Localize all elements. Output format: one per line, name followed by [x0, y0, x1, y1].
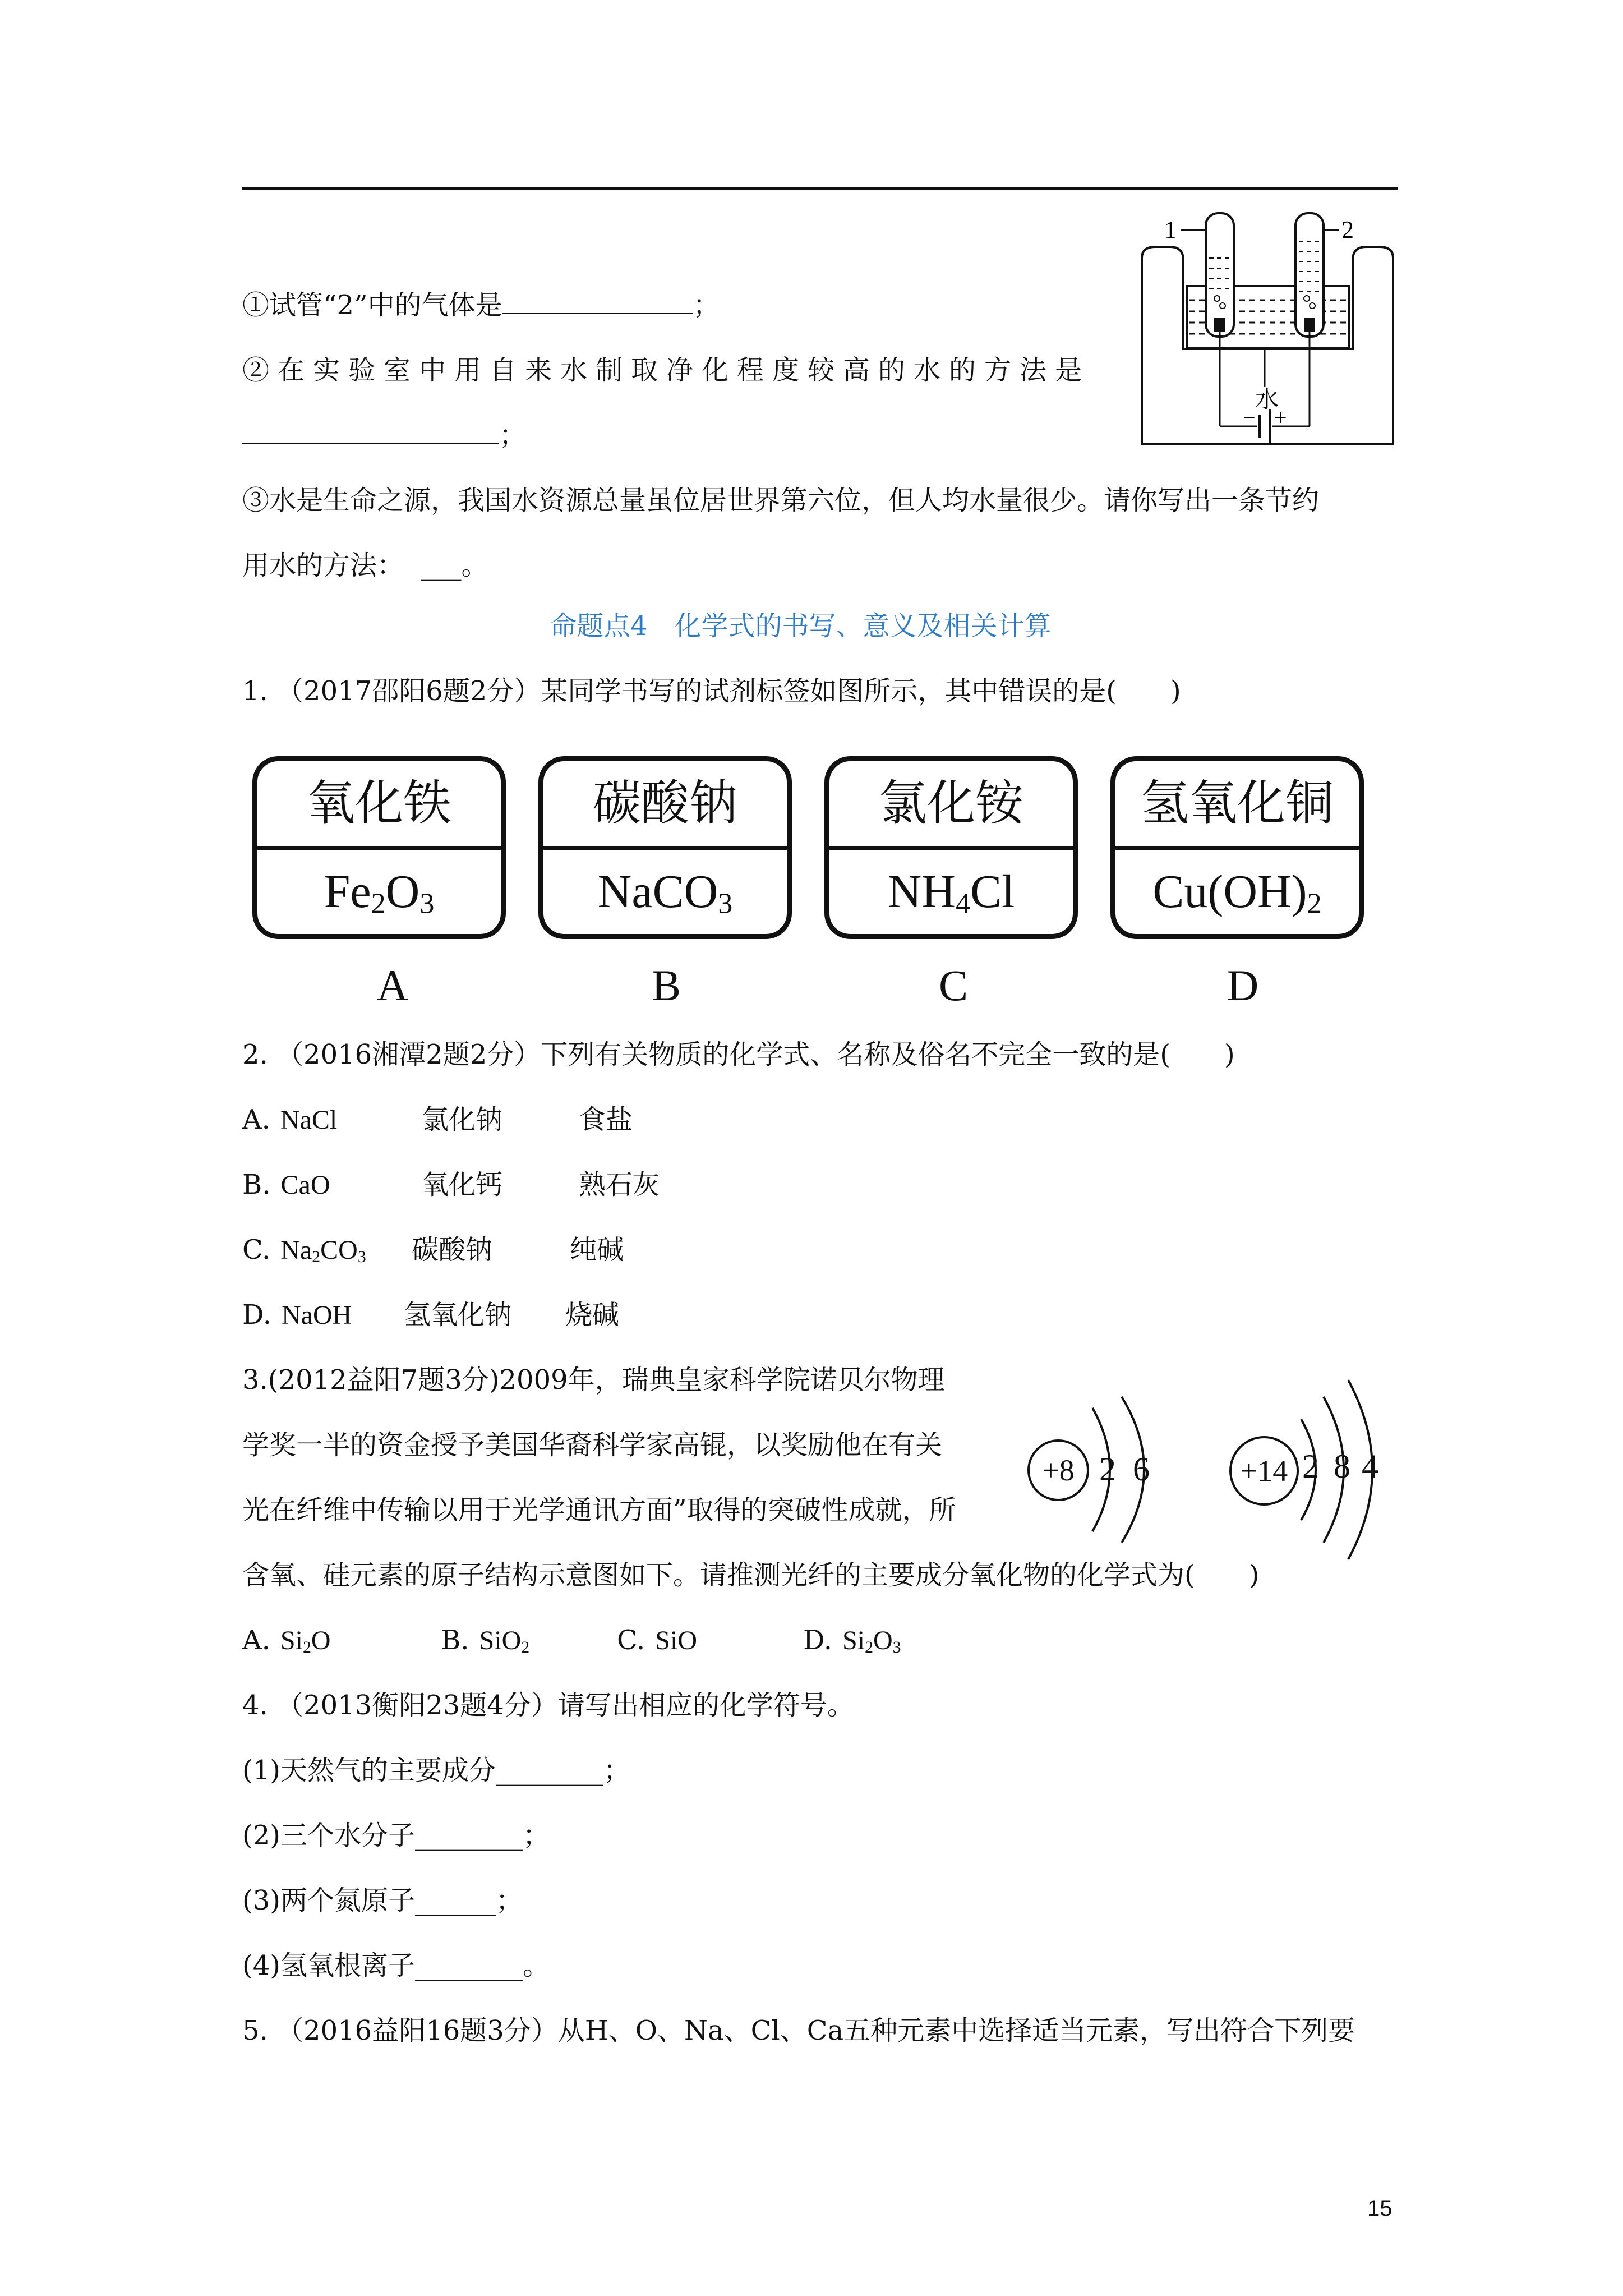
q-prev-line4: ③水是生命之源，我国水资源总量虽位居世界第六位，但人均水量很少。请你写出一条节约 — [242, 485, 1320, 516]
answer-blank[interactable]: ________ — [415, 1950, 523, 1981]
electrolysis-apparatus-diagram — [1133, 202, 1402, 449]
q-prev-line5 — [242, 552, 488, 579]
silicon-shell-2-electrons: 8 — [1334, 1448, 1350, 1485]
q4-item-1: (1)天然气的主要成分________； — [242, 1755, 631, 1786]
q4-item-3: (3)两个氮原子______； — [242, 1885, 523, 1916]
reagent-label-c — [824, 756, 1078, 939]
option-letter-b[interactable]: B — [651, 961, 681, 1010]
q3-option-a[interactable]: A. $Si_2O$ — [242, 1625, 331, 1657]
reagent-name: 氯化铵 — [829, 761, 1073, 850]
q2-option-b-common: 熟石灰 — [579, 1169, 660, 1200]
reagent-label-b — [538, 756, 792, 939]
option-letter-c[interactable]: C — [938, 961, 969, 1010]
reagent-name: 氧化铁 — [257, 761, 501, 850]
answer-blank[interactable] — [242, 443, 499, 444]
q-prev-line1-suffix: ； — [693, 289, 720, 321]
battery-minus-sign: − — [1243, 405, 1256, 430]
oxygen-shell-1-electrons: 2 — [1099, 1451, 1116, 1488]
q2-option-c-common: 纯碱 — [570, 1234, 624, 1266]
tube-2-label: 2 — [1341, 216, 1354, 243]
answer-blank[interactable]: ________ — [415, 1820, 523, 1851]
reagent-name: 氢氧化铜 — [1115, 761, 1359, 850]
q2-option-b[interactable]: B. CaO — [242, 1169, 330, 1200]
q3-option-d[interactable]: D. $Si_2O_3$ — [803, 1625, 901, 1657]
q3-option-c[interactable]: C. SiO — [617, 1625, 697, 1656]
reagent-formula: $Cu(OH)_2$ — [1152, 866, 1322, 920]
reagent-name: 碳酸钠 — [543, 761, 787, 850]
q2-option-a-common: 食盐 — [579, 1104, 633, 1135]
electrode-2 — [1304, 318, 1315, 332]
q4-item-2: (2)三个水分子________； — [242, 1820, 550, 1851]
answer-blank[interactable]: ______ — [415, 1885, 496, 1916]
silicon-shell-3-electrons: 4 — [1362, 1448, 1378, 1485]
battery-plus-sign: + — [1274, 405, 1287, 430]
q2-option-c-name: 碳酸钠 — [412, 1234, 493, 1266]
q2-option-d[interactable]: D. NaOH — [242, 1299, 352, 1331]
q3-line3: 光在纤维中传输以用于光学通讯方面”取得的突破性成就，所 — [242, 1494, 956, 1526]
silicon-nucleus: +14 — [1229, 1436, 1299, 1506]
q1-stem: 1. （2017邵阳6题2分）某同学书写的试剂标签如图所示，其中错误的是( ) — [242, 675, 1181, 707]
reagent-formula: $NH_4Cl$ — [887, 866, 1015, 920]
q2-option-d-name: 氢氧化钠 — [404, 1299, 512, 1331]
q-prev-line5-text: 用水的方法： — [242, 550, 404, 581]
reagent-label-d — [1110, 756, 1364, 939]
q2-option-c[interactable]: C. $Na_2CO_3$ — [242, 1234, 366, 1266]
q2-option-d-common: 烧碱 — [565, 1299, 620, 1331]
q4-item-4: (4)氢氧根离子________。 — [242, 1950, 550, 1981]
q-prev-line3 — [242, 422, 526, 449]
q5-stem: 5. （2016益阳16题3分）从H、O、Na、Cl、Ca五种元素中选择适当元素，写出符合下列要 — [242, 2015, 1355, 2046]
q4-stem: 4. （2013衡阳23题4分）请写出相应的化学符号。 — [242, 1690, 854, 1721]
q-prev-line1-text: ①试管“2”中的气体是 — [242, 289, 502, 321]
water-label: 水 — [1255, 385, 1279, 413]
trough-outline — [1142, 247, 1393, 444]
page-number: 15 — [1367, 2196, 1393, 2221]
q3-line2: 学奖一半的资金授予美国华裔科学家高锟，以奖励他在有关 — [242, 1429, 943, 1461]
oxygen-shell-2-electrons: 6 — [1133, 1451, 1150, 1488]
q-prev-line5-suffix: 。 — [461, 550, 488, 581]
q2-option-a-name: 氯化钠 — [422, 1104, 503, 1135]
reagent-label-a — [252, 756, 506, 939]
silicon-shell-1-electrons: 2 — [1302, 1448, 1319, 1485]
reagent-formula: $Fe_2O_3$ — [324, 866, 435, 920]
q3-line4: 含氧、硅元素的原子结构示意图如下。请推测光纤的主要成分氧化物的化学式为( ) — [242, 1559, 1260, 1591]
q2-option-a[interactable]: A. NaCl — [242, 1104, 338, 1135]
oxygen-nucleus: +8 — [1027, 1439, 1089, 1501]
header-rule — [242, 187, 1398, 190]
electrode-1 — [1214, 318, 1225, 332]
section-title: 命题点4 化学式的书写、意义及相关计算 — [550, 610, 1052, 642]
q-prev-line3-suffix: ； — [499, 420, 527, 451]
q-prev-line1 — [242, 289, 720, 321]
q2-option-b-name: 氧化钙 — [422, 1169, 503, 1200]
q-prev-line2: ②在实验室中用自来水制取净化程度较高的水的方法是 — [242, 355, 1091, 386]
q3-option-b[interactable]: B. SiO$_2$ — [441, 1625, 530, 1657]
q2-stem: 2. （2016湘潭2题2分）下列有关物质的化学式、名称及俗名不完全一致的是( ) — [242, 1039, 1235, 1070]
answer-blank[interactable]: ___ — [421, 550, 462, 581]
answer-blank[interactable] — [502, 313, 693, 314]
option-letter-a[interactable]: A — [376, 961, 409, 1010]
tube-1-label: 1 — [1164, 216, 1177, 243]
option-letter-d[interactable]: D — [1227, 961, 1259, 1010]
answer-blank[interactable]: ________ — [496, 1755, 603, 1786]
q3-line1: 3.(2012益阳7题3分)2009年，瑞典皇家科学院诺贝尔物理 — [242, 1364, 945, 1396]
reagent-formula: NaCO$_3$ — [597, 866, 733, 920]
